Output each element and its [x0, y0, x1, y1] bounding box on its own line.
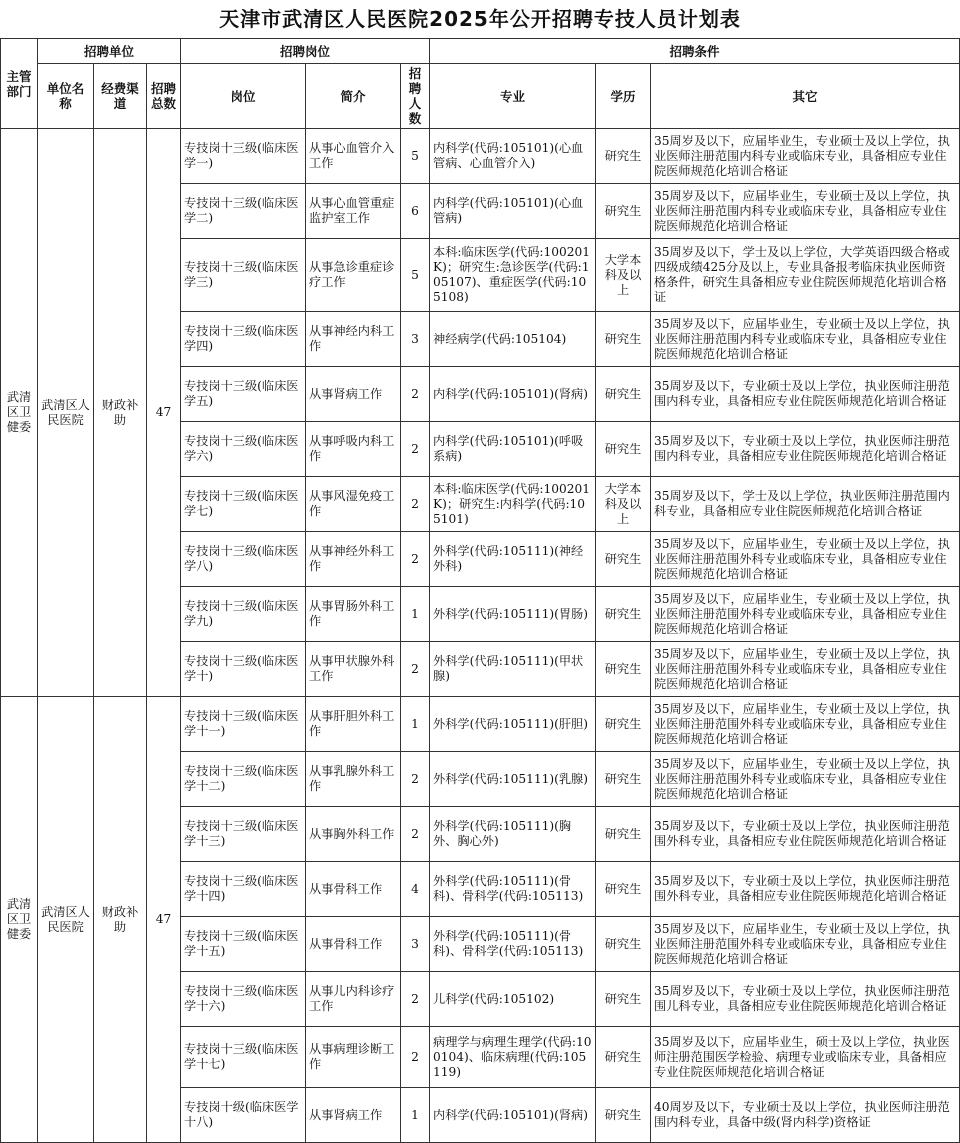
cell-major: 外科学(代码:105111)(骨科)、骨科学(代码:105113) — [430, 917, 596, 972]
cell-count: 2 — [401, 367, 430, 422]
cell-major: 本科:临床医学(代码:100201K)；研究生:急诊医学(代码:105107)、重症医学(代码:105108) — [430, 239, 596, 312]
cell-edu: 研究生 — [596, 1088, 651, 1143]
page-title: 天津市武清区人民医院2025年公开招聘专技人员计划表 — [219, 7, 741, 31]
cell-edu: 大学本科及以上 — [596, 239, 651, 312]
cell-edu: 研究生 — [596, 972, 651, 1027]
cell-count: 1 — [401, 697, 430, 752]
cell-other: 35周岁及以下，专业硕士及以上学位，执业医师注册范围内科专业，具备相应专业住院医师规范化培训合格证 — [651, 367, 960, 422]
cell-major: 内科学(代码:105101)(呼吸系病) — [430, 422, 596, 477]
cell-edu: 研究生 — [596, 184, 651, 239]
cell-count: 5 — [401, 129, 430, 184]
cell-post: 专技岗十三级(临床医学一) — [181, 129, 306, 184]
cell-post: 专技岗十三级(临床医学十三) — [181, 807, 306, 862]
cell-edu: 研究生 — [596, 917, 651, 972]
cell-post: 专技岗十三级(临床医学十二) — [181, 752, 306, 807]
cell-intro: 从事骨科工作 — [306, 862, 401, 917]
cell-post: 专技岗十三级(临床医学十) — [181, 642, 306, 697]
cell-count: 2 — [401, 972, 430, 1027]
cell-major: 内科学(代码:105101)(心血管病、心血管介入) — [430, 129, 596, 184]
cell-unit: 武清区人民医院 — [38, 697, 94, 1143]
cell-edu: 研究生 — [596, 422, 651, 477]
cell-edu: 研究生 — [596, 642, 651, 697]
cell-count: 2 — [401, 532, 430, 587]
header-post: 岗位 — [181, 64, 306, 129]
cell-count: 5 — [401, 239, 430, 312]
cell-edu: 研究生 — [596, 752, 651, 807]
cell-intro: 从事肾病工作 — [306, 1088, 401, 1143]
cell-major: 外科学(代码:105111)(神经外科) — [430, 532, 596, 587]
cell-intro: 从事神经内科工作 — [306, 312, 401, 367]
header-major: 专业 — [430, 64, 596, 129]
cell-intro: 从事乳腺外科工作 — [306, 752, 401, 807]
cell-other: 35周岁及以下，应届毕业生，专业硕士及以上学位，执业医师注册范围外科专业或临床专业，具备相应专业住院医师规范化培训合格证 — [651, 642, 960, 697]
cell-post: 专技岗十三级(临床医学五) — [181, 367, 306, 422]
cell-intro: 从事心血管重症监护室工作 — [306, 184, 401, 239]
cell-major: 内科学(代码:105101)(肾病) — [430, 367, 596, 422]
cell-major: 本科:临床医学(代码:100201K)；研究生:内科学(代码:105101) — [430, 477, 596, 532]
cell-other: 35周岁及以下，应届毕业生，专业硕士及以上学位，执业医师注册范围内科专业或临床专业，具备相应专业住院医师规范化培训合格证 — [651, 129, 960, 184]
cell-edu: 研究生 — [596, 532, 651, 587]
cell-major: 外科学(代码:105111)(乳腺) — [430, 752, 596, 807]
cell-unit: 武清区人民医院 — [38, 129, 94, 697]
cell-total: 47 — [147, 129, 181, 697]
table-row — [1, 697, 960, 752]
cell-post: 专技岗十三级(临床医学六) — [181, 422, 306, 477]
cell-major: 病理学与病理生理学(代码:100104)、临床病理(代码:105119) — [430, 1027, 596, 1088]
cell-post: 专技岗十三级(临床医学二) — [181, 184, 306, 239]
header-intro: 简介 — [306, 64, 401, 129]
cell-funding: 财政补助 — [94, 129, 147, 697]
cell-post: 专技岗十三级(临床医学十一) — [181, 697, 306, 752]
cell-other: 35周岁及以下，应届毕业生，专业硕士及以上学位，执业医师注册范围外科专业或临床专业，具备相应专业住院医师规范化培训合格证 — [651, 587, 960, 642]
cell-post: 专技岗十三级(临床医学十七) — [181, 1027, 306, 1088]
cell-major: 外科学(代码:105111)(肝胆) — [430, 697, 596, 752]
cell-other: 35周岁及以下，学士及以上学位，大学英语四级合格或四级成绩425分及以上，专业具备报考临床执业医师资格条件，研究生具备相应专业住院医师规范化培训合格证 — [651, 239, 960, 312]
cell-intro: 从事胃肠外科工作 — [306, 587, 401, 642]
cell-intro: 从事肝胆外科工作 — [306, 697, 401, 752]
cell-other: 35周岁及以下，应届毕业生，专业硕士及以上学位，执业医师注册范围内科专业或临床专业，具备相应专业住院医师规范化培训合格证 — [651, 184, 960, 239]
cell-count: 6 — [401, 184, 430, 239]
header-unit-name: 单位名称 — [38, 64, 94, 129]
cell-total: 47 — [147, 697, 181, 1143]
header-total: 招聘总数 — [147, 64, 181, 129]
cell-post: 专技岗十三级(临床医学九) — [181, 587, 306, 642]
cell-funding: 财政补助 — [94, 697, 147, 1143]
cell-count: 2 — [401, 642, 430, 697]
header-edu: 学历 — [596, 64, 651, 129]
cell-edu: 研究生 — [596, 1027, 651, 1088]
cell-edu: 大学本科及以上 — [596, 477, 651, 532]
header-count: 招聘人数 — [401, 64, 430, 129]
cell-count: 3 — [401, 917, 430, 972]
cell-post: 专技岗十三级(临床医学十四) — [181, 862, 306, 917]
cell-other: 35周岁及以下，应届毕业生，专业硕士及以上学位，执业医师注册范围外科专业或临床专业，具备相应专业住院医师规范化培训合格证 — [651, 752, 960, 807]
cell-other: 35周岁及以下，专业硕士及以上学位，执业医师注册范围内科专业，具备相应专业住院医师规范化培训合格证 — [651, 422, 960, 477]
cell-major: 神经病学(代码:105104) — [430, 312, 596, 367]
cell-count: 2 — [401, 422, 430, 477]
cell-major: 外科学(代码:105111)(胃肠) — [430, 587, 596, 642]
header-unit-group: 招聘单位 — [38, 39, 181, 64]
cell-post: 专技岗十三级(临床医学三) — [181, 239, 306, 312]
cell-other: 35周岁及以下，专业硕士及以上学位，执业医师注册范围外科专业，具备相应专业住院医师规范化培训合格证 — [651, 807, 960, 862]
cell-edu: 研究生 — [596, 129, 651, 184]
cell-count: 2 — [401, 752, 430, 807]
cell-post: 专技岗十三级(临床医学七) — [181, 477, 306, 532]
cell-other: 35周岁及以下，学士及以上学位，执业医师注册范围内科专业，具备相应专业住院医师规范化培训合格证 — [651, 477, 960, 532]
cell-count: 1 — [401, 1088, 430, 1143]
cell-intro: 从事神经外科工作 — [306, 532, 401, 587]
cell-other: 35周岁及以下，应届毕业生，专业硕士及以上学位，执业医师注册范围外科专业或临床专业，具备相应专业住院医师规范化培训合格证 — [651, 532, 960, 587]
cell-other: 35周岁及以下，专业硕士及以上学位，执业医师注册范围儿科专业，具备相应专业住院医师规范化培训合格证 — [651, 972, 960, 1027]
cell-major: 内科学(代码:105101)(肾病) — [430, 1088, 596, 1143]
cell-count: 4 — [401, 862, 430, 917]
cell-other: 35周岁及以下，应届毕业生，硕士及以上学位，执业医师注册范围医学检验、病理专业或临床专业，具备相应专业住院医师规范化培训合格证 — [651, 1027, 960, 1088]
cell-post: 专技岗十三级(临床医学四) — [181, 312, 306, 367]
cell-intro: 从事风湿免疫工作 — [306, 477, 401, 532]
cell-intro: 从事急诊重症诊疗工作 — [306, 239, 401, 312]
table-body — [1, 129, 960, 1143]
cell-edu: 研究生 — [596, 312, 651, 367]
cell-major: 外科学(代码:105111)(胸外、胸心外) — [430, 807, 596, 862]
cell-other: 40周岁及以下，专业硕士及以上学位，执业医师注册范围内科专业，具备中级(肾内科学)资格证 — [651, 1088, 960, 1143]
header-funding: 经费渠道 — [94, 64, 147, 129]
cell-edu: 研究生 — [596, 862, 651, 917]
cell-intro: 从事呼吸内科工作 — [306, 422, 401, 477]
header-dept: 主管部门 — [1, 39, 38, 129]
cell-dept: 武清区卫健委 — [1, 129, 38, 697]
cell-post: 专技岗十三级(临床医学十五) — [181, 917, 306, 972]
cell-dept: 武清区卫健委 — [1, 697, 38, 1143]
cell-post: 专技岗十三级(临床医学十六) — [181, 972, 306, 1027]
cell-major: 外科学(代码:105111)(骨科)、骨科学(代码:105113) — [430, 862, 596, 917]
cell-intro: 从事胸外科工作 — [306, 807, 401, 862]
cell-post: 专技岗十三级(临床医学八) — [181, 532, 306, 587]
header-other: 其它 — [651, 64, 960, 129]
cell-edu: 研究生 — [596, 587, 651, 642]
cell-edu: 研究生 — [596, 697, 651, 752]
cell-intro: 从事骨科工作 — [306, 917, 401, 972]
cell-count: 1 — [401, 587, 430, 642]
cell-other: 35周岁及以下，专业硕士及以上学位，执业医师注册范围外科专业，具备相应专业住院医师规范化培训合格证 — [651, 862, 960, 917]
recruitment-table — [0, 38, 960, 1143]
cell-count: 2 — [401, 807, 430, 862]
cell-intro: 从事肾病工作 — [306, 367, 401, 422]
cell-intro: 从事病理诊断工作 — [306, 1027, 401, 1088]
cell-other: 35周岁及以下，应届毕业生，专业硕士及以上学位，执业医师注册范围外科专业或临床专业，具备相应专业住院医师规范化培训合格证 — [651, 917, 960, 972]
cell-other: 35周岁及以下，应届毕业生，专业硕士及以上学位，执业医师注册范围内科专业或临床专业，具备相应专业住院医师规范化培训合格证 — [651, 312, 960, 367]
cell-major: 内科学(代码:105101)(心血管病) — [430, 184, 596, 239]
header-post-group: 招聘岗位 — [181, 39, 430, 64]
cell-major: 儿科学(代码:105102) — [430, 972, 596, 1027]
cell-edu: 研究生 — [596, 807, 651, 862]
cell-intro: 从事儿内科诊疗工作 — [306, 972, 401, 1027]
cell-other: 35周岁及以下，应届毕业生，专业硕士及以上学位，执业医师注册范围外科专业或临床专业，具备相应专业住院医师规范化培训合格证 — [651, 697, 960, 752]
cell-count: 2 — [401, 477, 430, 532]
cell-intro: 从事心血管介入工作 — [306, 129, 401, 184]
cell-intro: 从事甲状腺外科工作 — [306, 642, 401, 697]
cell-count: 2 — [401, 1027, 430, 1088]
cell-major: 外科学(代码:105111)(甲状腺) — [430, 642, 596, 697]
cell-count: 3 — [401, 312, 430, 367]
table-row — [1, 129, 960, 184]
header-cond-group: 招聘条件 — [430, 39, 960, 64]
cell-post: 专技岗十级(临床医学十八) — [181, 1088, 306, 1143]
cell-edu: 研究生 — [596, 367, 651, 422]
